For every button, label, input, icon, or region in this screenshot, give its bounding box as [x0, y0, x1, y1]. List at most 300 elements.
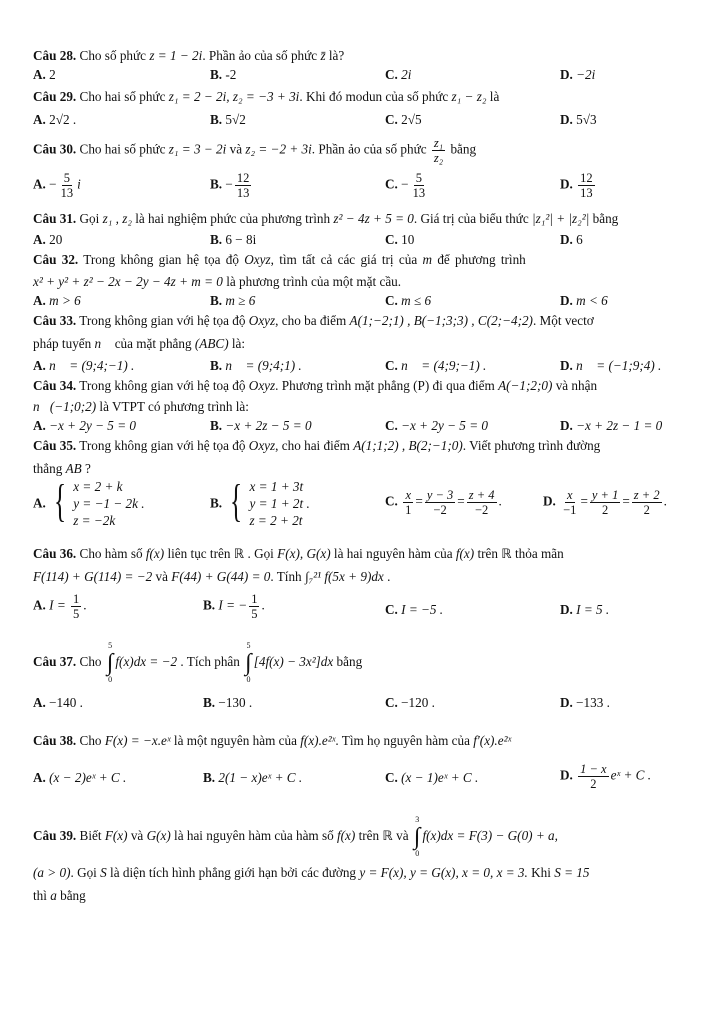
answer-options [33, 416, 693, 436]
stem-math: Oxyz [244, 252, 271, 267]
question-stem [33, 544, 693, 563]
option-d[interactable] [560, 171, 597, 200]
option-b[interactable] [210, 475, 310, 529]
question-36 [33, 544, 693, 626]
answer-options [33, 475, 693, 534]
stem-text: . Tìm họ nguyên hàm của [335, 732, 474, 748]
stem-math: f(x)dx = F(3) − G(0) + a, [422, 827, 558, 843]
question-number: Câu 33. [33, 313, 77, 328]
fraction-denominator: −1 [563, 503, 577, 517]
option-d[interactable] [560, 356, 661, 376]
fraction-numerator: 5 [415, 171, 422, 185]
option-text: m < 6 [576, 293, 608, 308]
stem-text: là hai nghiệm phức của phương trình [131, 211, 334, 226]
option-a[interactable] [33, 768, 126, 788]
option-b[interactable] [210, 356, 302, 376]
stem-text: ? [81, 461, 91, 476]
stem-text: Trong không gian với hệ toạ độ [79, 378, 249, 393]
option-label: A. [33, 597, 46, 613]
option-label: A. [33, 176, 46, 192]
option-label: A. [33, 112, 46, 127]
option-text: −2i [576, 67, 596, 82]
option-sign: − [401, 176, 409, 192]
stem-text: là VTPT có phương trình là: [96, 399, 249, 414]
answer-options [33, 356, 693, 376]
option-a[interactable] [33, 356, 134, 376]
answer-options [33, 171, 693, 207]
question-stem [33, 640, 693, 685]
option-label: B. [203, 694, 216, 710]
question-stem-line-3 [33, 886, 693, 905]
stem-text: và [127, 827, 147, 843]
fraction-denominator: 13 [412, 186, 426, 200]
option-label: C. [385, 493, 398, 509]
stem-text: là một nguyên hàm của [170, 732, 301, 748]
stem-text: Trong không gian với hệ tọa độ [79, 313, 249, 328]
answer-options [33, 291, 693, 311]
option-a[interactable] [33, 693, 83, 713]
question-35 [33, 436, 693, 534]
stem-math: AB [65, 461, 82, 476]
stem-math: S = 15 [554, 864, 590, 880]
stem-text: Cho hai số phức [79, 89, 169, 104]
option-text: 6 [576, 232, 583, 247]
option-text: −x + 2y − 5 = 0 [49, 418, 136, 433]
exam-page [33, 46, 693, 905]
option-label: C. [385, 232, 398, 247]
stem-text: để phương trình [432, 252, 526, 267]
option-a[interactable] [33, 475, 145, 529]
question-29 [33, 87, 693, 130]
option-label: B. [210, 358, 223, 373]
option-label: B. [210, 176, 223, 192]
stem-math: ∫₇²¹ f(5x + 9)dx [304, 569, 384, 584]
option-prefix: I = [49, 597, 70, 613]
stem-text: là phương trình của một mặt cầu. [222, 274, 402, 289]
option-fraction [403, 488, 413, 517]
option-fraction [71, 592, 81, 621]
equation-system [49, 475, 145, 529]
option-c[interactable] [385, 171, 429, 200]
question-37 [33, 640, 693, 713]
stem-text: . Tích phân [177, 654, 244, 669]
option-label: B. [210, 112, 223, 127]
stem-text: . Viết phương trình đường [462, 438, 601, 453]
stem-math: (a > 0) [33, 864, 71, 880]
question-number: Câu 35. [33, 438, 77, 453]
question-28 [33, 46, 693, 85]
integral-lower: 0 [108, 674, 113, 684]
stem-text: Cho [79, 654, 105, 669]
option-c[interactable]: C. $\frac{x}{1}$ = $\frac{y - 3}{-2}$ = $\frac{z + 4}{-2}$ . [385, 488, 502, 517]
option-prefix: I = − [218, 597, 248, 613]
option-text: −x + 2z − 1 = 0 [576, 418, 663, 433]
option-a[interactable] [33, 592, 87, 621]
fraction-numerator: 12 [580, 171, 593, 185]
option-label: B. [210, 495, 223, 511]
stem-text: Trong không gian với hệ tọa độ [79, 438, 249, 453]
stem-text: , cho ba điểm [275, 313, 350, 328]
option-d[interactable] [560, 291, 608, 311]
option-d[interactable]: D. $\frac{x}{-1}$ = $\frac{y + 1}{2}$ = $\frac{z + 2}{2}$ . [543, 488, 667, 517]
option-text: −x + 2z − 5 = 0 [225, 418, 312, 433]
option-c[interactable] [385, 291, 431, 311]
fraction-denominator: 2 [590, 776, 597, 791]
option-fraction [632, 488, 662, 517]
stem-math: z₁ , z₂ [102, 211, 132, 226]
stem-text: và [226, 141, 246, 157]
option-a[interactable] [33, 416, 136, 436]
fraction-numerator: x [567, 488, 573, 502]
option-label: C. [385, 176, 398, 192]
question-stem [33, 250, 693, 269]
option-a[interactable] [33, 65, 56, 85]
question-number: Câu 29. [33, 89, 77, 104]
question-stem-line-2 [33, 334, 693, 353]
answer-options [33, 762, 693, 796]
option-sign: − [225, 176, 233, 192]
integral [245, 641, 252, 685]
stem-text: thì [33, 887, 51, 903]
option-c[interactable] [385, 768, 478, 788]
stem-text: là [486, 89, 500, 104]
fraction-denominator: 5 [251, 607, 258, 621]
option-label: C. [385, 694, 398, 710]
option-label: D. [560, 293, 573, 308]
stem-text: Khi [527, 864, 555, 880]
question-stem [33, 376, 693, 395]
question-stem-line-2 [33, 272, 693, 291]
option-b[interactable] [210, 416, 312, 436]
integral-upper: 3 [415, 814, 420, 824]
option-label: A. [33, 232, 46, 247]
option-text: I = −5 . [401, 602, 444, 617]
option-label: C. [385, 358, 398, 373]
stem-text: . Gọi [70, 864, 101, 880]
option-text: m ≤ 6 [401, 293, 432, 308]
question-number: Câu 28. [33, 48, 77, 63]
option-c[interactable] [385, 416, 488, 436]
stem-math: f(x)dx = −2 [115, 654, 178, 669]
option-text: I = 5 . [576, 602, 610, 617]
stem-math: f(x).e²ˣ [300, 732, 336, 748]
stem-text: Gọi [79, 211, 103, 226]
option-a[interactable] [33, 171, 81, 200]
stem-text: . Giá trị của biểu thức [413, 211, 532, 226]
question-33 [33, 311, 693, 376]
system-row: y = 1 + 2t . [249, 496, 310, 511]
question-stem [33, 814, 693, 859]
question-39 [33, 814, 693, 905]
stem-text: . Một vectơ [532, 313, 594, 328]
option-c[interactable] [385, 356, 486, 376]
option-label: B. [210, 67, 223, 82]
stem-fraction [432, 136, 445, 165]
option-b[interactable] [210, 171, 253, 200]
stem-math: Oxyz [248, 313, 276, 328]
fraction-denominator: 13 [236, 186, 250, 200]
stem-math: F(x) = −x.eˣ [104, 732, 171, 748]
option-fraction [249, 592, 259, 621]
stem-text: là diện tích hình phẳng giới hạn bởi các đường [106, 864, 360, 880]
option-d[interactable] [560, 416, 662, 436]
option-text: −x + 2y − 5 = 0 [401, 418, 488, 433]
question-number: Câu 36. [33, 546, 77, 561]
fraction-numerator: x [405, 488, 412, 502]
option-text: −120 . [401, 694, 435, 710]
option-text: −133 . [576, 694, 610, 710]
fraction-denominator: z₂ [433, 151, 444, 165]
question-stem [33, 436, 693, 455]
stem-text: Cho [79, 732, 105, 748]
option-b[interactable] [203, 592, 265, 621]
stem-math: n⃗(−1;0;2) [33, 399, 97, 414]
option-c[interactable] [385, 693, 435, 713]
option-suffix: i [77, 176, 81, 192]
fraction-denominator: 5 [73, 607, 80, 621]
option-c[interactable] [385, 110, 422, 130]
question-number: Câu 31. [33, 211, 77, 226]
option-label: A. [33, 293, 46, 308]
option-text: n⃗ = (4;9;−1) . [401, 358, 487, 373]
option-label: C. [385, 602, 398, 617]
integral [414, 815, 421, 859]
stem-text: Cho số phức [79, 48, 150, 63]
fraction-denominator: −2 [474, 503, 489, 517]
option-text: n⃗ = (9;4;−1) . [49, 358, 135, 373]
option-label: B. [203, 769, 216, 785]
fraction-numerator: 5 [63, 171, 70, 185]
option-label: D. [560, 602, 573, 617]
stem-text: , cho hai điểm [275, 438, 354, 453]
stem-math: z₂ = −2 + 3i [245, 141, 312, 157]
option-d[interactable] [560, 693, 610, 713]
option-fraction [425, 488, 455, 517]
question-number: Câu 30. [33, 141, 77, 157]
option-label: A. [33, 769, 46, 785]
option-text: 5√3 [576, 112, 597, 127]
stem-text: liên tục trên ℝ . Gọi [164, 546, 278, 561]
question-stem [33, 311, 693, 330]
stem-math: A(1;−2;1) , B(−1;3;3) , C(2;−4;2) [349, 313, 533, 328]
stem-text: là: [228, 336, 246, 351]
option-label: A. [33, 358, 46, 373]
option-b[interactable] [210, 65, 236, 85]
stem-math: f′(x).e²ˣ [473, 732, 512, 748]
stem-text: trên ℝ và [355, 827, 412, 843]
stem-math: z̄ [320, 48, 326, 63]
option-b[interactable] [203, 768, 302, 788]
question-stem [33, 731, 693, 750]
stem-math: A(1;1;2) , B(2;−1;0) [353, 438, 463, 453]
answer-options [33, 110, 693, 130]
stem-text: bằng [589, 211, 619, 226]
stem-math: m [422, 252, 433, 267]
stem-text: pháp tuyến [33, 336, 95, 351]
integral [107, 641, 114, 685]
option-text: 20 [49, 232, 63, 247]
question-30 [33, 136, 693, 207]
stem-math: z² − 4z + 5 = 0 [333, 211, 414, 226]
integral-sign: ∫ [106, 649, 114, 676]
stem-text: . Tính [270, 569, 305, 584]
option-d[interactable] [560, 65, 595, 85]
stem-math: x² + y² + z² − 2x − 2y − 4z + m = 0 [33, 274, 223, 289]
option-c[interactable] [385, 230, 414, 250]
equation-system [225, 475, 310, 529]
option-label: C. [385, 112, 398, 127]
option-b[interactable] [210, 110, 246, 130]
option-fraction [59, 171, 76, 200]
question-stem [33, 136, 693, 165]
stem-math: S [100, 864, 107, 880]
system-row: x = 2 + k [73, 479, 123, 494]
question-stem-line-2 [33, 567, 693, 586]
question-stem [33, 46, 693, 65]
question-stem [33, 87, 693, 106]
answer-options [33, 592, 693, 626]
answer-options [33, 65, 693, 85]
option-label: D. [560, 176, 573, 192]
stem-math: |z₁²| + |z₂²| [531, 211, 590, 226]
stem-math: z = 1 − 2i [149, 48, 203, 63]
option-d[interactable] [560, 762, 651, 791]
integral-upper: 5 [108, 640, 113, 650]
option-label: D. [560, 112, 573, 127]
stem-text: . Phần ảo của số phức [202, 48, 321, 63]
option-fraction [578, 762, 608, 791]
stem-text: là hai nguyên hàm của [330, 546, 456, 561]
stem-math: a [50, 887, 57, 903]
fraction-numerator: 12 [236, 171, 250, 185]
system-row: y = −1 − 2k . [73, 496, 145, 511]
option-label: A. [33, 694, 46, 710]
option-fraction [590, 488, 620, 517]
integral-lower: 0 [246, 674, 251, 684]
option-b[interactable] [210, 291, 255, 311]
option-text: (x − 1)eˣ + C . [401, 769, 479, 785]
stem-math: [4f(x) − 3x²]dx [253, 654, 334, 669]
fraction-numerator: y − 3 [426, 488, 454, 502]
option-text: (x − 2)eˣ + C . [49, 769, 127, 785]
stem-math: G(x) [146, 827, 171, 843]
option-fraction [561, 488, 578, 517]
option-text: 2√5 [401, 112, 422, 127]
fraction-denominator: −2 [433, 503, 447, 517]
option-suffix: . [663, 493, 667, 509]
question-number: Câu 32. [33, 252, 79, 267]
option-text: 2√2 . [49, 112, 77, 127]
option-text: 2i [401, 67, 412, 82]
stem-math: f(x) [455, 546, 475, 561]
option-label: D. [560, 694, 573, 710]
option-text: 2 [49, 67, 56, 82]
stem-math: f(x) [145, 546, 165, 561]
stem-math: n⃗ [94, 336, 112, 351]
stem-math: Oxyz [248, 378, 276, 393]
option-d[interactable] [560, 600, 609, 620]
option-text: 2(1 − x)eˣ + C . [218, 769, 303, 785]
stem-math: F(44) + G(44) = 0 [171, 569, 271, 584]
option-text: -2 [225, 67, 237, 82]
stem-math: y = F(x), y = G(x), x = 0, x = 3. [359, 864, 528, 880]
option-c[interactable] [385, 600, 443, 620]
brace-icon: { [54, 475, 67, 526]
stem-text: bằng [447, 141, 477, 157]
answer-options [33, 693, 693, 713]
option-label: A. [33, 495, 46, 511]
stem-text: . [383, 569, 391, 584]
option-label: B. [203, 597, 216, 613]
option-a[interactable] [33, 110, 76, 130]
option-c[interactable] [385, 65, 411, 85]
option-label: D. [560, 358, 573, 373]
stem-text: Cho hàm số [79, 546, 146, 561]
stem-text: của mặt phẳng [111, 336, 195, 351]
question-number: Câu 37. [33, 654, 77, 669]
question-stem-line-2 [33, 863, 693, 882]
option-text: n⃗ = (−1;9;4) . [576, 358, 662, 373]
stem-math: A(−1;2;0) [498, 378, 553, 393]
fraction-numerator: 1 [251, 592, 258, 606]
stem-math: (ABC) [194, 336, 229, 351]
option-label: B. [210, 418, 223, 433]
fraction-numerator: y + 1 [591, 488, 619, 502]
stem-math: F(x) [104, 827, 128, 843]
option-label: D. [560, 418, 573, 433]
question-number: Câu 38. [33, 732, 77, 748]
fraction-denominator: 2 [601, 503, 609, 517]
stem-math: F(114) + G(114) = −2 [33, 569, 153, 584]
stem-math: F(x), G(x) [277, 546, 331, 561]
option-a[interactable] [33, 230, 62, 250]
stem-text: . Phương trình mặt phẳng (P) đi qua điểm [275, 378, 499, 393]
stem-text: Biết [79, 827, 105, 843]
system-row: z = −2k [73, 513, 116, 528]
integral-upper: 5 [246, 640, 251, 650]
option-text: m ≥ 6 [225, 293, 256, 308]
stem-math: z₁ = 2 − 2i, z₂ = −3 + 3i [168, 89, 300, 104]
option-suffix: . [261, 597, 265, 613]
option-label: D. [543, 493, 556, 509]
option-b[interactable] [203, 693, 252, 713]
option-label: D. [560, 67, 573, 82]
question-stem [33, 209, 693, 228]
stem-text: Trong không gian hệ tọa độ [83, 252, 245, 267]
option-label: C. [385, 769, 398, 785]
option-a[interactable] [33, 291, 81, 311]
stem-text: , tìm tất cả các giá trị của [270, 252, 423, 267]
fraction-denominator: 13 [580, 186, 593, 200]
stem-math: z₁ = 3 − 2i [168, 141, 227, 157]
stem-text: và [152, 569, 172, 584]
option-b[interactable] [210, 230, 256, 250]
stem-text: và nhận [552, 378, 598, 393]
question-stem-line-2 [33, 459, 693, 478]
option-d[interactable] [560, 230, 583, 250]
stem-text: . Phần ảo của số phức [311, 141, 430, 157]
option-text: m > 6 [49, 293, 81, 308]
option-suffix: eˣ + C . [610, 767, 652, 783]
option-d[interactable] [560, 110, 597, 130]
question-34 [33, 376, 693, 436]
fraction-numerator: z₁ [433, 136, 444, 150]
fraction-denominator: 1 [405, 503, 412, 517]
option-text: −140 . [49, 694, 83, 710]
question-number: Câu 39. [33, 827, 77, 843]
option-text: 5√2 [225, 112, 246, 127]
option-fraction [411, 171, 428, 200]
